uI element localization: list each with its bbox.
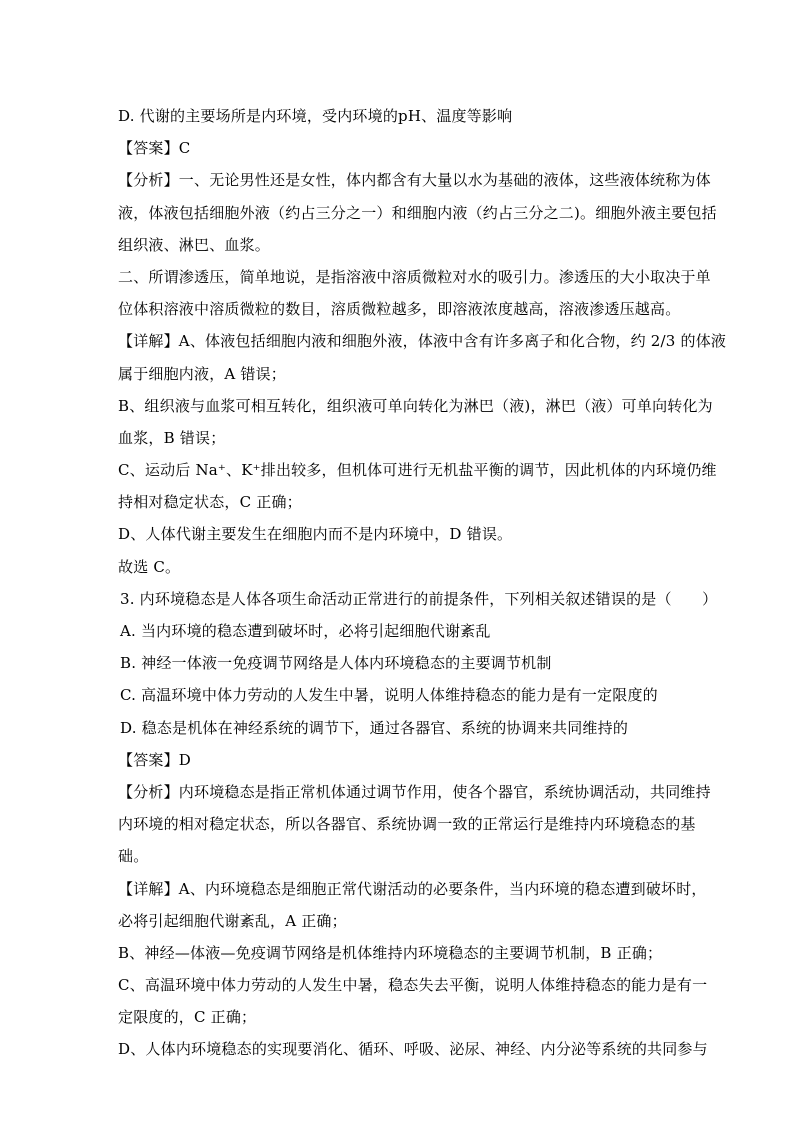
explanation-line: C、运动后 Na⁺、K⁺排出较多，但机体可进行无机盐平衡的调节，因此机体的内环境仍维 (118, 461, 717, 480)
answer-line: 【答案】C (118, 139, 191, 158)
explanation-line: D、人体内环境稳态的实现要消化、循环、呼吸、泌尿、神经、内分泌等系统的共同参与 (118, 1040, 708, 1059)
answer-line: 【答案】D (118, 750, 192, 769)
conclusion-line: 故选 C。 (118, 557, 181, 576)
option-d-line: D. 代谢的主要场所是内环境，受内环境的pH、温度等影响 (118, 107, 513, 125)
option-a: A. 当内环境的稳态遭到破坏时，必将引起细胞代谢紊乱 (120, 622, 491, 640)
explanation-line: 定限度的，C 正确； (118, 1008, 257, 1027)
explanation-line: D、人体代谢主要发生在细胞内而不是内环境中，D 错误。 (118, 525, 513, 544)
question-stem: 3. 内环境稳态是人体各项生命活动正常进行的前提条件，下列相关叙述错误的是（ ） (120, 589, 718, 608)
option-c: C. 高温环境中体力劳动的人发生中暑，说明人体维持稳态的能力是有一定限度的 (120, 686, 658, 705)
explanation-line: 持相对稳定状态，C 正确； (118, 493, 302, 512)
option-d: D. 稳态是机体在神经系统的调节下，通过各器官、系统的协调来共同维持的 (120, 718, 629, 737)
explanation-line: 血浆，B 错误； (118, 428, 226, 447)
explanation-line: 属于细胞内液，A 错误； (118, 364, 287, 383)
explanation-line: 必将引起细胞代谢紊乱，A 正确； (118, 911, 347, 930)
analysis-line: 二、所谓渗透压，简单地说，是指溶液中溶质微粒对水的吸引力。渗透压的大小取决于单 (118, 267, 711, 286)
analysis-line: 内环境的相对稳定状态，所以各器官、系统协调一致的正常运行是维持内环境稳态的基 (118, 815, 696, 834)
option-b: B. 神经一体液一免疫调节网络是人体内环境稳态的主要调节机制 (120, 654, 552, 673)
explanation-line: B、组织液与血浆可相互转化，组织液可单向转化为淋巴（液)，淋巴（液）可单向转化为 (118, 396, 713, 415)
analysis-line: 位体积溶液中溶质微粒的数目，溶质微粒越多，即溶液浓度越高，溶液渗透压越高。 (118, 300, 681, 319)
explanation-line: C、高温环境中体力劳动的人发生中暑，稳态失去平衡，说明人体维持稳态的能力是有一 (118, 976, 708, 995)
analysis-line: 础。 (118, 847, 149, 866)
explanation-line: 【详解】A、体液包括细胞内液和细胞外液，体液中含有许多离子和化合物，约 2/3 的体液 (118, 332, 727, 351)
analysis-line: 组织液、淋巴、血浆。 (118, 235, 271, 254)
analysis-line: 【分析】一、无论男性还是女性，体内都含有大量以水为基础的液体，这些液体统称为体 (118, 171, 711, 190)
document-page (118, 101, 727, 1067)
analysis-line: 【分析】内环境稳态是指正常机体通过调节作用，使各个器官，系统协调活动，共同维持 (118, 782, 711, 801)
analysis-line: 液，体液包括细胞外液（约占三分之一）和细胞内液（约占三分之二)。细胞外液主要包括 (118, 203, 717, 222)
explanation-line: 【详解】A、内环境稳态是细胞正常代谢活动的必要条件，当内环境的稳态遭到破坏时， (118, 879, 707, 898)
explanation-line: B、神经—体液—免疫调节网络是机体维持内环境稳态的主要调节机制，B 正确； (118, 943, 663, 962)
